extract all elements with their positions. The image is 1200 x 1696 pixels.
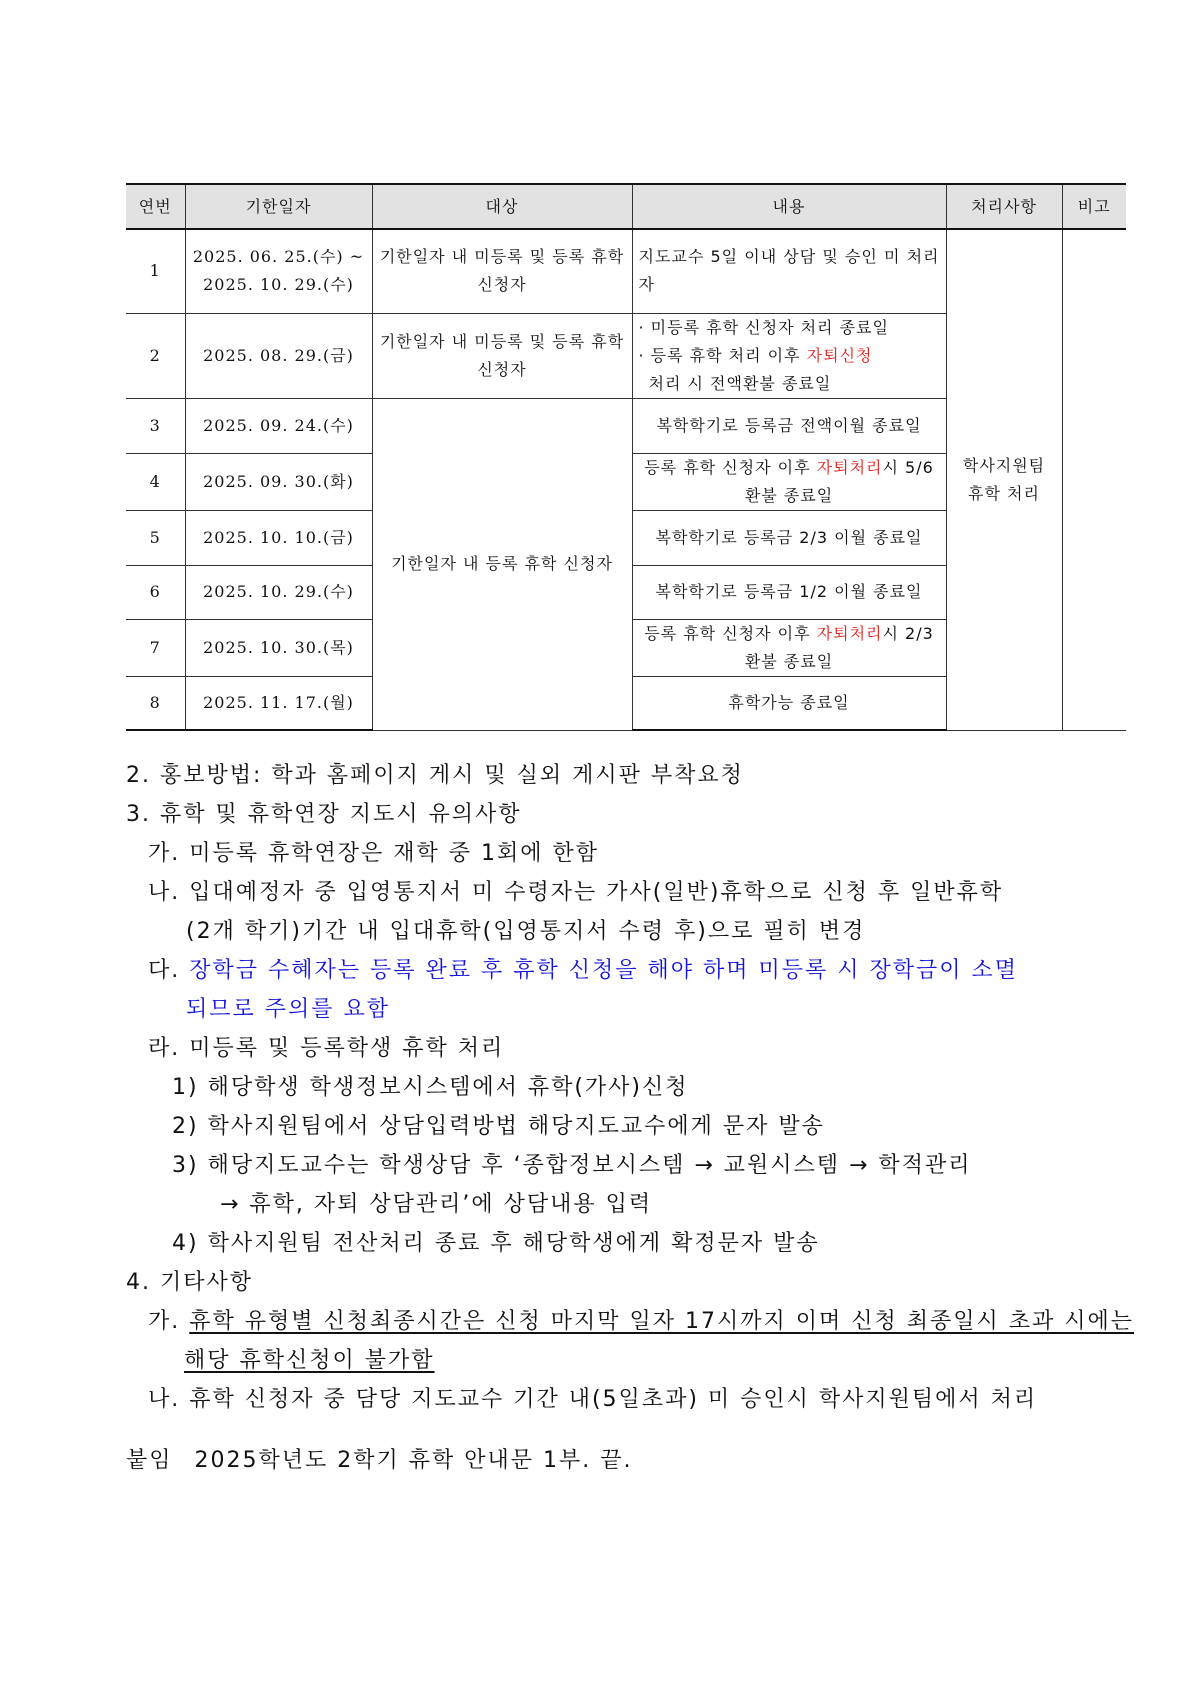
section-3-step-3-cont: → 휴학, 자퇴 상담관리’에 상담내용 입력 (220, 1192, 653, 1217)
scholarship-warning: 장학금 수혜자는 등록 완료 후 휴학 신청을 해야 하며 미등록 시 장학금이 소멸 (189, 958, 1018, 983)
processing-cell: 학사지원팀 휴학 처리 (946, 229, 1062, 730)
header-processing: 처리사항 (946, 184, 1062, 229)
section-4-item-ga (126, 1302, 1134, 1341)
row-date: 2025. 10. 29.(수) (185, 565, 372, 619)
deadline-note: 휴학 유형별 신청최종시간은 신청 마지막 일자 17시까지 이며 신청 최종일시 초과 시에는 (189, 1309, 1134, 1334)
highlight-text: 자퇴처리 (816, 457, 883, 477)
notes-cell (1062, 229, 1126, 730)
row-target: 기한일자 내 미등록 및 등록 휴학 신청자 (372, 229, 632, 313)
attachment-text: 2025학년도 2학기 휴학 안내문 1부. 끝. (194, 1448, 633, 1473)
row-content: 복학학기로 등록금 전액이월 종료일 (632, 398, 946, 453)
header-date: 기한일자 (185, 184, 372, 229)
section-3-heading: 3. 휴학 및 휴학연장 지도시 유의사항 (126, 802, 522, 827)
section-3-item-ra: 라. 미등록 및 등록학생 휴학 처리 (148, 1036, 505, 1061)
row-date: 2025. 08. 29.(금) (185, 313, 372, 398)
row-target: 기한일자 내 미등록 및 등록 휴학 신청자 (372, 313, 632, 398)
header-target: 대상 (372, 184, 632, 229)
row-content (632, 619, 946, 676)
highlight-text: 자퇴처리 (816, 623, 883, 643)
row-content (632, 313, 946, 398)
row-no: 3 (126, 398, 185, 453)
row-no: 7 (126, 619, 185, 676)
content-text: 시 2/3 환불 종료일 (744, 623, 934, 671)
row-date: 2025. 10. 30.(목) (185, 619, 372, 676)
section-3-item-da-cont: 되므로 주의를 요함 (186, 997, 391, 1022)
header-no: 연번 (126, 184, 185, 229)
section-4-heading: 4. 기타사항 (126, 1270, 253, 1295)
row-content: 휴학가능 종료일 (632, 676, 946, 730)
row-no: 5 (126, 510, 185, 565)
row-content: 복학학기로 등록금 2/3 이월 종료일 (632, 510, 946, 565)
content-text: 시 5/6 환불 종료일 (744, 457, 934, 505)
section-3-item-na-cont: (2개 학기)기간 내 입대휴학(입영통지서 수령 후)으로 필히 변경 (186, 919, 866, 944)
attachment-label: 붙임 (126, 1448, 173, 1473)
row-date: 2025. 11. 17.(월) (185, 676, 372, 730)
table-header-row (126, 184, 1126, 229)
table-row (126, 229, 1126, 313)
row-no: 2 (126, 313, 185, 398)
row-date: 2025. 09. 30.(화) (185, 453, 372, 510)
attachment-line (126, 1441, 1126, 1480)
section-2-heading: 2. 홍보방법: 학과 홈페이지 게시 및 실외 게시판 부착요청 (126, 763, 744, 788)
row-no: 4 (126, 453, 185, 510)
header-notes: 비고 (1062, 184, 1126, 229)
section-3-step-4: 4) 학사지원팀 전산처리 종료 후 해당학생에게 확정문자 발송 (172, 1231, 820, 1256)
header-content: 내용 (632, 184, 946, 229)
content-text: 등록 휴학 신청자 이후 (644, 623, 817, 643)
section-3-item-na: 나. 입대예정자 중 입영통지서 미 수령자는 가사(일반)휴학으로 신청 후 일반휴학 (148, 880, 1004, 905)
content-line: 처리 시 전액환불 종료일 (648, 373, 832, 393)
content-text: 등록 휴학 신청자 이후 (644, 457, 817, 477)
section-3-item-da (126, 951, 1126, 990)
item-label: 다. (148, 958, 190, 983)
section-3-step-1: 1) 해당학생 학생정보시스템에서 휴학(가사)신청 (172, 1075, 689, 1100)
content-line (639, 342, 940, 370)
row-date: 2025. 06. 25.(수) ~ 2025. 10. 29.(수) (185, 229, 372, 313)
content-text: · 등록 휴학 처리 이후 (638, 345, 807, 365)
row-content: 복학학기로 등록금 1/2 이월 종료일 (632, 565, 946, 619)
section-3-step-2: 2) 학사지원팀에서 상담입력방법 해당지도교수에게 문자 발송 (172, 1114, 825, 1139)
body-text (126, 756, 1134, 1480)
row-date: 2025. 10. 10.(금) (185, 510, 372, 565)
row-no: 8 (126, 676, 185, 730)
schedule-table (126, 183, 1126, 731)
row-content (632, 453, 946, 510)
row-no: 6 (126, 565, 185, 619)
row-content: 지도교수 5일 이내 상담 및 승인 미 처리자 (632, 229, 946, 313)
section-4-item-ga-cont: 해당 휴학신청이 불가함 (184, 1348, 435, 1373)
section-3-item-ga: 가. 미등록 휴학연장은 재학 중 1회에 한함 (148, 841, 599, 866)
section-3-step-3: 3) 해당지도교수는 학생상담 후 ‘종합정보시스템 → 교원시스템 → 학적관리 (172, 1153, 972, 1178)
section-4-item-na: 나. 휴학 신청자 중 담당 지도교수 기간 내(5일초과) 미 승인시 학사지원팀에서 처리 (148, 1387, 1038, 1412)
content-line: · 미등록 휴학 신청자 처리 종료일 (638, 317, 889, 337)
merged-target-cell: 기한일자 내 등록 휴학 신청자 (372, 398, 632, 730)
highlight-text: 자퇴신청 (806, 345, 873, 365)
row-date: 2025. 09. 24.(수) (185, 398, 372, 453)
item-label: 가. (148, 1309, 190, 1334)
row-no: 1 (126, 229, 185, 313)
